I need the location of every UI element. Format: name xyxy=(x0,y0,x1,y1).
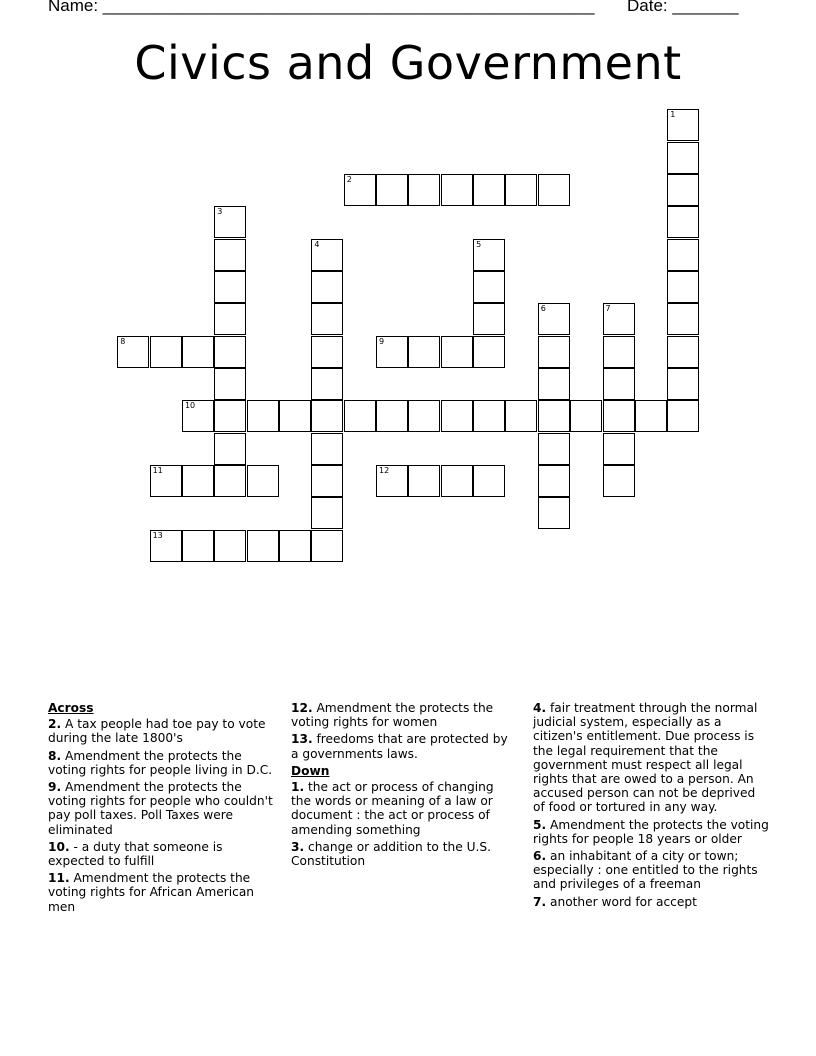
grid-cell[interactable] xyxy=(667,271,699,303)
clue-number-label: 8 xyxy=(120,336,126,346)
grid-cell[interactable] xyxy=(667,303,699,335)
grid-cell[interactable] xyxy=(311,368,343,400)
across-heading: Across xyxy=(48,701,94,715)
grid-cell[interactable] xyxy=(667,368,699,400)
grid-cell[interactable] xyxy=(311,336,343,368)
grid-cell[interactable] xyxy=(311,239,343,271)
grid-cell[interactable] xyxy=(570,400,602,432)
grid-cell[interactable] xyxy=(441,400,473,432)
grid-cell[interactable] xyxy=(538,368,570,400)
grid-cell[interactable] xyxy=(311,530,343,562)
grid-cell[interactable] xyxy=(667,400,699,432)
grid-cell[interactable] xyxy=(214,239,246,271)
grid-cell[interactable] xyxy=(214,400,246,432)
name-line[interactable]: ____________________________________________________ xyxy=(102,0,595,15)
grid-cell[interactable] xyxy=(311,400,343,432)
grid-cell[interactable] xyxy=(182,530,214,562)
clue-number-label: 5 xyxy=(476,239,482,249)
clue-across-10: 10. - a duty that someone is expected to fulfill xyxy=(48,839,223,869)
clue-number-label: 2 xyxy=(346,174,352,184)
clue-number-label: 11 xyxy=(152,466,163,476)
grid-cell[interactable] xyxy=(214,271,246,303)
grid-cell[interactable] xyxy=(311,433,343,465)
grid-cell[interactable] xyxy=(603,433,635,465)
clue-number-label: 4 xyxy=(314,239,320,249)
grid-cell[interactable] xyxy=(473,465,505,497)
grid-cell[interactable] xyxy=(311,497,343,529)
grid-cell[interactable] xyxy=(667,206,699,238)
clue-number-label: 10 xyxy=(184,401,196,411)
grid-cell[interactable] xyxy=(247,465,279,497)
grid-cell[interactable] xyxy=(473,239,505,271)
grid-cell[interactable] xyxy=(538,174,570,206)
grid-cell[interactable] xyxy=(344,400,376,432)
grid-cell[interactable] xyxy=(473,271,505,303)
grid-cell[interactable] xyxy=(603,465,635,497)
grid-cell[interactable] xyxy=(376,400,408,432)
grid-cell[interactable] xyxy=(214,465,246,497)
clue-column-3 xyxy=(533,701,769,912)
clue-number-label: 13 xyxy=(152,530,163,540)
clue-number-label: 3 xyxy=(217,207,223,217)
grid-cell[interactable] xyxy=(473,174,505,206)
grid-cell[interactable] xyxy=(311,465,343,497)
grid-cell[interactable] xyxy=(441,465,473,497)
grid-cell[interactable] xyxy=(635,400,667,432)
clue-down-3: 3. change or addition to the U.S. Constitution xyxy=(291,839,492,869)
grid-cell[interactable] xyxy=(667,174,699,206)
clue-across-9: 9. Amendment the protects the voting rights for people who couldn't pay poll taxes. Poll Taxes were eliminated xyxy=(48,780,273,837)
grid-cell[interactable] xyxy=(441,174,473,206)
grid-cell[interactable] xyxy=(311,271,343,303)
clue-across-8: 8. Amendment the protects the voting rights for people living in D.C. xyxy=(48,748,273,777)
grid-cell[interactable] xyxy=(247,400,279,432)
clue-across-12: 12. Amendment the protects the voting rights for women xyxy=(291,701,494,730)
date-line[interactable]: _______ xyxy=(672,0,739,15)
grid-cell[interactable] xyxy=(376,174,408,206)
grid-cell[interactable] xyxy=(182,336,214,368)
clue-number-label: 9 xyxy=(379,336,385,346)
clue-down-6: 6. an inhabitant of a city or town; especially : one entitled to the rights and privileges of a freeman xyxy=(533,849,758,892)
clue-down-5: 5. Amendment the protects the voting rights for people 18 years or older xyxy=(533,817,769,846)
grid-cell[interactable] xyxy=(376,336,408,368)
grid-cell[interactable] xyxy=(408,400,440,432)
date-label: Date: xyxy=(627,0,673,15)
page-title: Civics and Government xyxy=(134,36,682,90)
grid-cell[interactable] xyxy=(441,336,473,368)
name-label: Name: xyxy=(48,0,103,15)
grid-cell[interactable] xyxy=(538,465,570,497)
clue-number-label: 12 xyxy=(379,466,390,476)
grid-cell[interactable] xyxy=(408,465,440,497)
clue-down-1: 1. the act or process of changing the words or meaning of a law or document : the act or process of amending something xyxy=(291,780,494,837)
grid-cell[interactable] xyxy=(279,400,311,432)
grid-cell[interactable] xyxy=(603,400,635,432)
grid-cell[interactable] xyxy=(214,530,246,562)
grid-cell[interactable] xyxy=(667,109,699,141)
grid-cell[interactable] xyxy=(214,206,246,238)
grid-cell[interactable] xyxy=(538,336,570,368)
grid-cell[interactable] xyxy=(214,336,246,368)
clue-down-4: 4. fair treatment through the normal judicial system, especially as a citizen's entitlement. Due process is the legal requirement that the government must respect all legal rights that are owed to a person. An accused person can not be deprived of food or tortured in any way. xyxy=(533,701,758,815)
grid-cell[interactable] xyxy=(117,336,149,368)
grid-cell[interactable] xyxy=(376,465,408,497)
grid-cell[interactable] xyxy=(473,400,505,432)
grid-cell[interactable] xyxy=(538,497,570,529)
grid-cell[interactable] xyxy=(603,336,635,368)
grid-cell[interactable] xyxy=(150,465,182,497)
grid-cell[interactable] xyxy=(538,433,570,465)
grid-cell[interactable] xyxy=(505,400,537,432)
clue-across-2: 2. A tax people had toe pay to vote during the late 1800's xyxy=(48,717,266,746)
clue-column-2 xyxy=(291,701,513,871)
clue-across-11: 11. Amendment the protects the voting rights for African American men xyxy=(48,871,255,914)
grid-cell[interactable] xyxy=(279,530,311,562)
grid-cell[interactable] xyxy=(408,174,440,206)
grid-cell[interactable] xyxy=(214,303,246,335)
grid-cell[interactable] xyxy=(214,433,246,465)
grid-cell[interactable] xyxy=(408,336,440,368)
grid-cell[interactable] xyxy=(538,400,570,432)
grid-cell[interactable] xyxy=(667,336,699,368)
clue-number-label: 1 xyxy=(670,110,676,120)
grid-cell[interactable] xyxy=(603,303,635,335)
clue-number-label: 7 xyxy=(605,304,611,314)
grid-cell[interactable] xyxy=(150,530,182,562)
grid-cell[interactable] xyxy=(667,239,699,271)
clue-down-7: 7. another word for accept xyxy=(533,894,697,909)
grid-cell[interactable] xyxy=(473,303,505,335)
grid-cell[interactable] xyxy=(182,400,214,432)
down-heading: Down xyxy=(291,763,330,778)
grid-cell[interactable] xyxy=(505,174,537,206)
grid-cell[interactable] xyxy=(247,530,279,562)
grid-cell[interactable] xyxy=(344,174,376,206)
grid-cell[interactable] xyxy=(150,336,182,368)
grid-cell[interactable] xyxy=(182,465,214,497)
clue-across-13: 13. freedoms that are protected by a governments laws. xyxy=(291,732,508,761)
grid-cell[interactable] xyxy=(473,336,505,368)
clue-column-1 xyxy=(48,701,273,917)
grid-cell[interactable] xyxy=(538,303,570,335)
clue-number-label: 6 xyxy=(540,304,546,314)
grid-cell[interactable] xyxy=(214,368,246,400)
grid-cell[interactable] xyxy=(667,142,699,174)
grid-cell[interactable] xyxy=(311,303,343,335)
grid-cell[interactable] xyxy=(603,368,635,400)
